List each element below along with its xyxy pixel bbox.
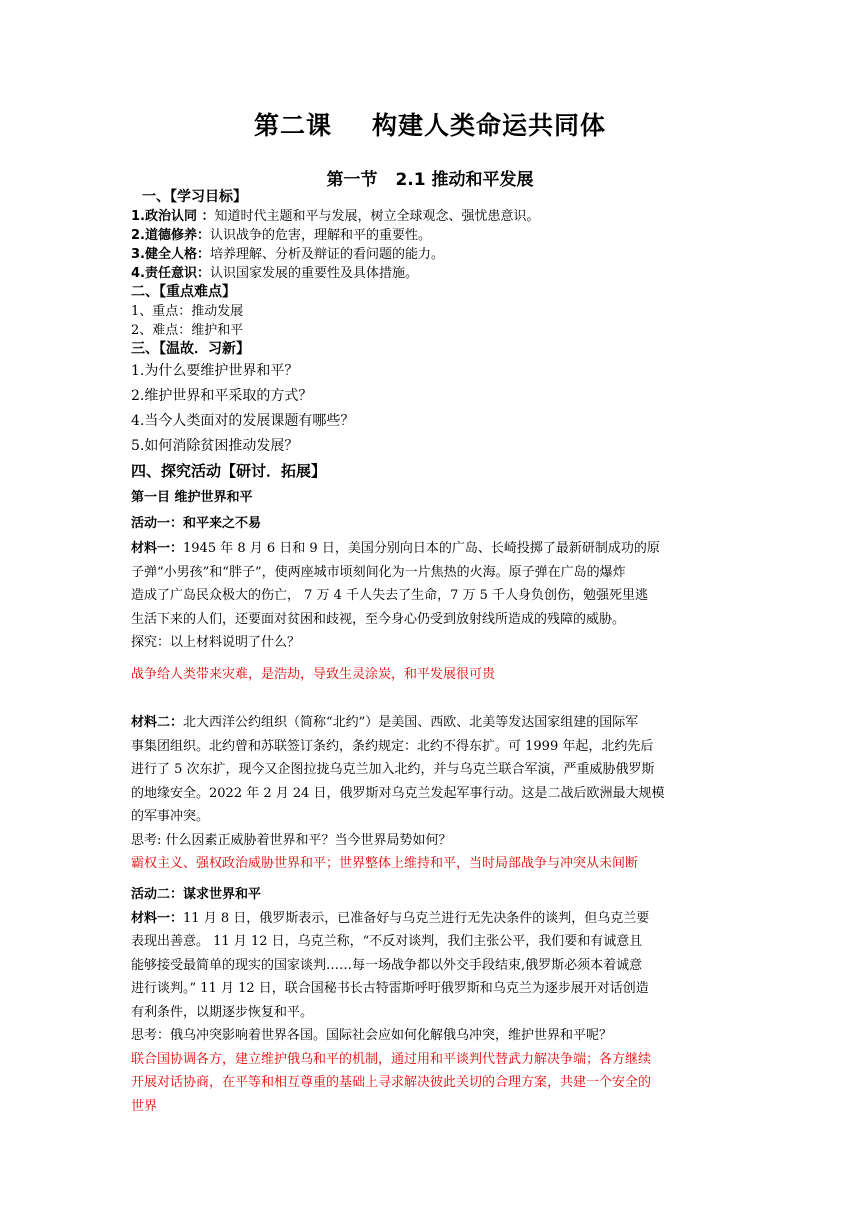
learning-goals-heading: 一、【学习目标】: [142, 189, 247, 205]
material2-line: 的军事冲突。: [131, 809, 210, 824]
unit-title: 第一目 维护世界和平: [131, 490, 253, 505]
thinking-question: 思考：俄乌冲突影响着世界各国。国际社会应如何化解俄乌冲突，维护世界和平呢？: [131, 1028, 613, 1043]
lesson-name: 构建人类命运共同体: [372, 111, 607, 140]
goal-item: 4.责任意识：认识国家发展的重要性及具体措施。: [131, 266, 418, 281]
activity2-title: 活动二：谋求世界和平: [131, 886, 262, 902]
material1-line: 生活下来的人们，还要面对贫困和歧视，至今身心仍受到放射线所造成的残障的威胁。: [131, 611, 626, 627]
material1-line: 子弹“小男孩”和“胖子”，使两座城市顷刻间化为一片焦热的火海。原子弹在广岛的爆炸: [131, 564, 626, 580]
material3-line: 表现出善意。 11 月 12 日，乌克兰称，“不反对谈判，我们主张公平，我们要和有诚意且: [131, 934, 643, 949]
inquiry-question: 探究：以上材料说明了什么？: [131, 635, 301, 650]
key-points-heading: 二、【重点难点】: [131, 284, 236, 300]
key-point-item: 1、重点：推动发展: [131, 304, 244, 319]
lesson-number: 第二课: [253, 111, 332, 140]
material3-line: 有利条件，以期逐步恢复和平。: [131, 1004, 314, 1020]
thinking-answer-line: 世界: [131, 1098, 158, 1114]
review-question: 2.维护世界和平采取的方式？: [131, 388, 313, 404]
review-question: 5.如何消除贫困推动发展？: [131, 438, 299, 454]
goal-item: 3.健全人格：培养理解、分析及辩证的看问题的能力。: [131, 247, 444, 262]
goal-item: 1.政治认同 ：知道时代主题和平与发展，树立全球观念、强忧患意识。: [131, 209, 540, 224]
section-title: [0, 165, 860, 190]
material2-line: 事集团组织。北约曾和苏联签订条约，条约规定：北约不得东扩。可 1999 年起，北约先后: [131, 738, 654, 754]
activity1-title: 活动一：和平来之不易: [131, 516, 262, 531]
material2-line: 进行了 5 次东扩，现今又企图拉拢乌克兰加入北约，并与乌克兰联合军演，严重威胁俄罗斯: [131, 762, 655, 777]
goal-item: 2.道德修养：认识战争的危害，理解和平的重要性。: [131, 228, 431, 243]
material3-line: 进行谈判。” 11 月 12 日，联合国秘书长古特雷斯呼吁俄罗斯和乌克兰为逐步展开对话创造: [131, 981, 649, 996]
review-question: 1.为什么要维护世界和平？: [131, 363, 299, 379]
material2-line: 材料二：北大西洋公约组织（简称“北约”）是美国、西欧、北美等发达国家组建的国际军: [131, 715, 639, 730]
thinking-answer-line: 联合国协调各方，建立维护俄乌和平的机制，通过用和平谈判代替武力解决争端；各方继续: [131, 1051, 652, 1067]
document-body: [131, 188, 731, 1118]
review-question: 4.当今人类面对的发展课题有哪些？: [131, 413, 355, 429]
inquiry-answer: 战争给人类带来灾难，是浩劫，导致生灵涂炭，和平发展很可贵: [131, 666, 496, 682]
inquiry-heading: 四、探究活动【研讨．拓展】: [131, 462, 327, 480]
section-number: 第一节: [326, 170, 378, 190]
key-point-item: 2、难点：维护和平: [131, 323, 244, 338]
section-name: 2.1 推动和平发展: [395, 170, 534, 190]
thinking-question: 思考: 什么因素正威胁着世界和平？当今世界局势如何？: [131, 832, 452, 848]
lesson-title: [0, 106, 860, 142]
thinking-answer: 霸权主义、强权政治威胁世界和平；世界整体上维持和平，当时局部战争与冲突从未间断: [131, 856, 639, 871]
thinking-answer-line: 开展对话协商，在平等和相互尊重的基础上寻求解决彼此关切的合理方案，共建一个安全的: [131, 1075, 652, 1090]
material3-line: 材料一：11 月 8 日，俄罗斯表示，已准备好与乌克兰进行无先决条件的谈判，但乌克兰要: [131, 910, 650, 926]
material1-line: 材料一：1945 年 8 月 6 日和 9 日，美国分别向日本的广岛、长崎投掷了最新研制成功的原: [131, 541, 660, 556]
material1-line: 造成了广岛民众极大的伤亡， 7 万 4 千人失去了生命，7 万 5 千人身负创伤，勉强死里逃: [131, 588, 649, 603]
material3-line: 能够接受最简单的现实的国家谈判……每一场战争都以外交手段结束,俄罗斯必须本着诚意: [131, 957, 643, 973]
material2-line: 的地缘安全。2022 年 2 月 24 日，俄罗斯对乌克兰发起军事行动。这是二战后欧洲最大规模: [131, 785, 665, 801]
review-heading: 三、【温故．习新】: [131, 341, 250, 357]
